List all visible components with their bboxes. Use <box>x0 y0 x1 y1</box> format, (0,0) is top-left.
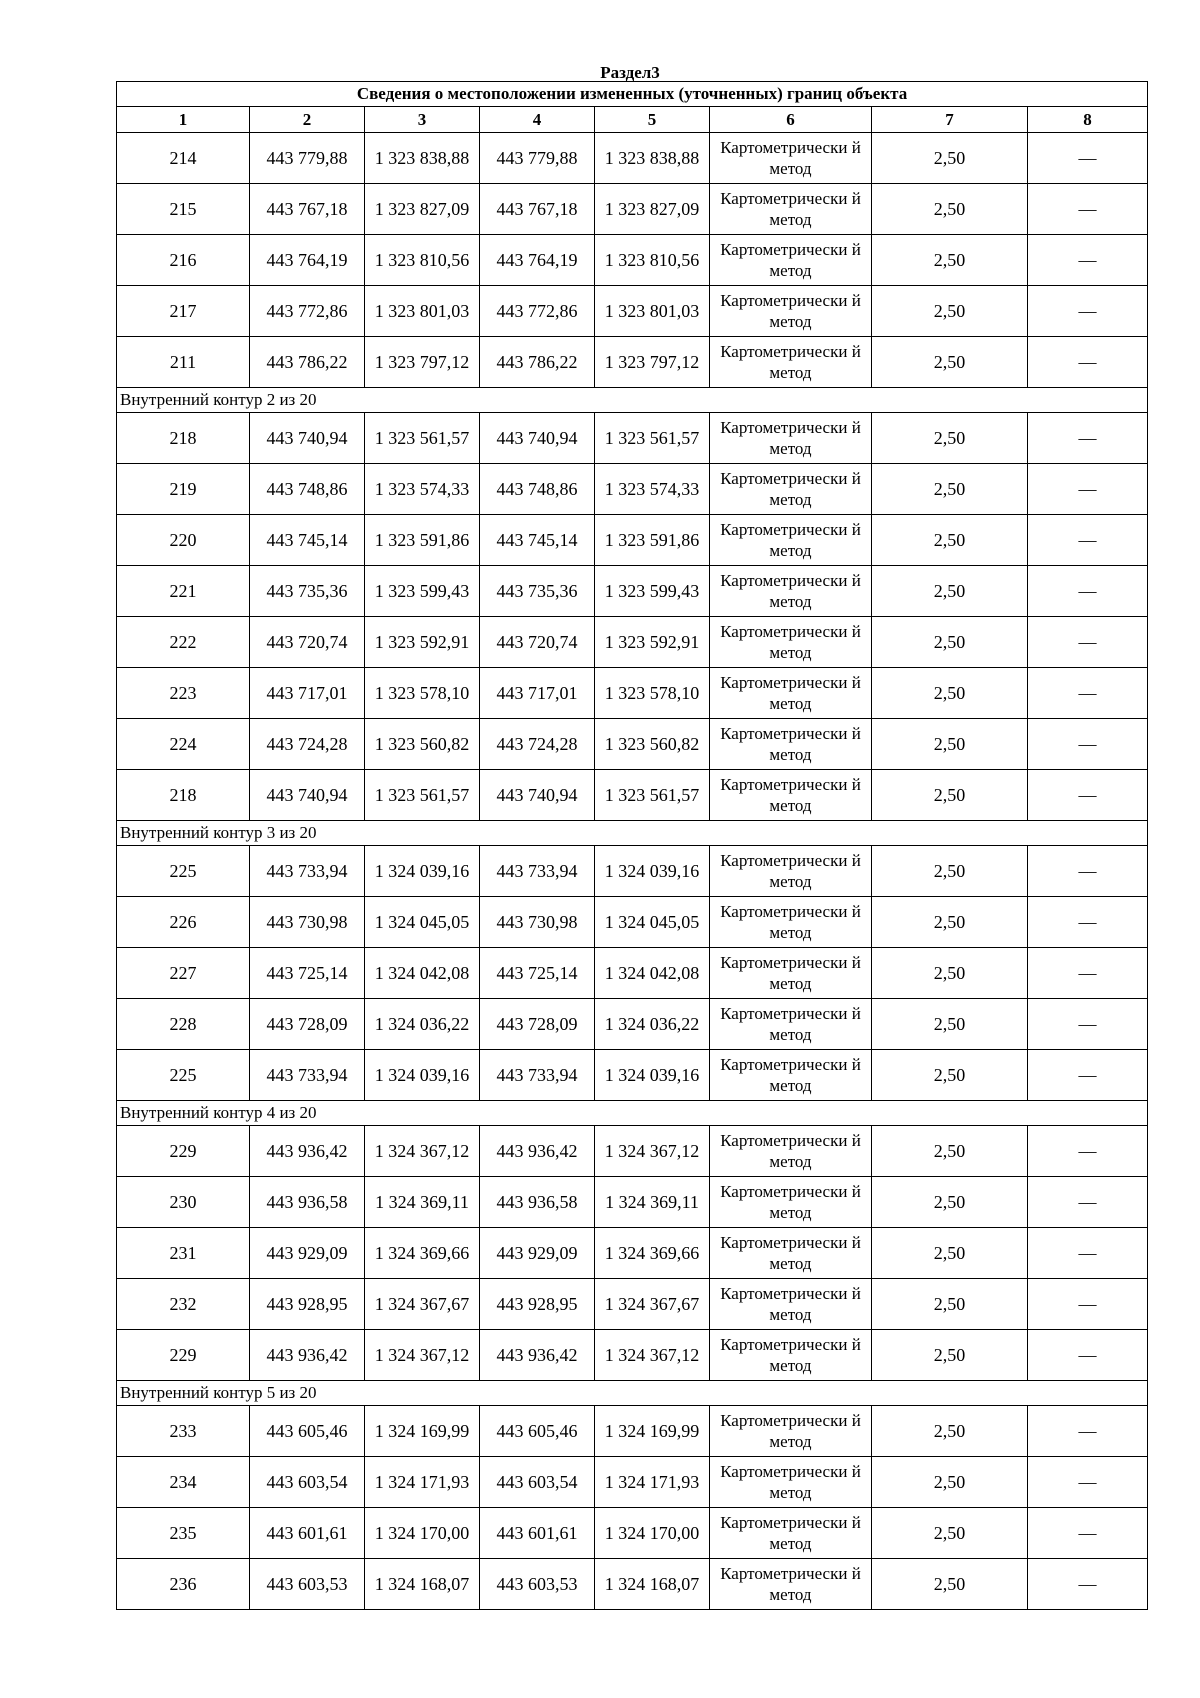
cell-point-number: 229 <box>117 1126 250 1177</box>
cell-y-old: 1 324 036,22 <box>365 999 480 1050</box>
table-row <box>117 668 1148 719</box>
cell-note: — <box>1028 846 1148 897</box>
column-header: 8 <box>1028 107 1148 133</box>
cell-point-number: 215 <box>117 184 250 235</box>
cell-method: Картометрически й метод <box>710 617 872 668</box>
cell-point-number: 222 <box>117 617 250 668</box>
cell-method: Картометрически й метод <box>710 1559 872 1610</box>
cell-y-new: 1 324 367,12 <box>595 1330 710 1381</box>
cell-x-old: 443 728,09 <box>250 999 365 1050</box>
cell-note: — <box>1028 1177 1148 1228</box>
cell-method: Картометрически й метод <box>710 846 872 897</box>
cell-accuracy: 2,50 <box>872 1228 1028 1279</box>
column-number-row <box>117 107 1148 133</box>
cell-x-new: 443 928,95 <box>480 1279 595 1330</box>
table-row <box>117 1508 1148 1559</box>
cell-method: Картометрически й метод <box>710 464 872 515</box>
table-row <box>117 1559 1148 1610</box>
cell-accuracy: 2,50 <box>872 1330 1028 1381</box>
cell-x-old: 443 748,86 <box>250 464 365 515</box>
table-row <box>117 337 1148 388</box>
cell-accuracy: 2,50 <box>872 184 1028 235</box>
cell-note: — <box>1028 133 1148 184</box>
cell-y-old: 1 324 369,66 <box>365 1228 480 1279</box>
table-row <box>117 948 1148 999</box>
table-row <box>117 286 1148 337</box>
cell-y-new: 1 324 045,05 <box>595 897 710 948</box>
cell-accuracy: 2,50 <box>872 1559 1028 1610</box>
column-header: 5 <box>595 107 710 133</box>
cell-x-old: 443 601,61 <box>250 1508 365 1559</box>
boundary-table <box>116 81 1148 1610</box>
cell-y-new: 1 323 827,09 <box>595 184 710 235</box>
cell-y-old: 1 324 369,11 <box>365 1177 480 1228</box>
cell-note: — <box>1028 948 1148 999</box>
cell-y-old: 1 324 169,99 <box>365 1406 480 1457</box>
cell-y-old: 1 324 171,93 <box>365 1457 480 1508</box>
cell-y-old: 1 324 042,08 <box>365 948 480 999</box>
cell-y-old: 1 323 561,57 <box>365 413 480 464</box>
cell-y-old: 1 324 045,05 <box>365 897 480 948</box>
section-title: Раздел3 <box>600 63 660 82</box>
cell-method: Картометрически й метод <box>710 1508 872 1559</box>
cell-x-old: 443 764,19 <box>250 235 365 286</box>
cell-x-old: 443 745,14 <box>250 515 365 566</box>
cell-method: Картометрически й метод <box>710 515 872 566</box>
cell-note: — <box>1028 668 1148 719</box>
cell-y-old: 1 323 574,33 <box>365 464 480 515</box>
cell-point-number: 218 <box>117 770 250 821</box>
cell-y-new: 1 323 574,33 <box>595 464 710 515</box>
contour-section-row <box>117 821 1148 846</box>
cell-y-new: 1 324 039,16 <box>595 1050 710 1101</box>
cell-note: — <box>1028 770 1148 821</box>
cell-accuracy: 2,50 <box>872 770 1028 821</box>
cell-x-old: 443 724,28 <box>250 719 365 770</box>
cell-accuracy: 2,50 <box>872 566 1028 617</box>
table-row <box>117 133 1148 184</box>
contour-section-row <box>117 388 1148 413</box>
cell-accuracy: 2,50 <box>872 413 1028 464</box>
cell-accuracy: 2,50 <box>872 133 1028 184</box>
cell-note: — <box>1028 617 1148 668</box>
cell-accuracy: 2,50 <box>872 617 1028 668</box>
column-header: 1 <box>117 107 250 133</box>
cell-point-number: 225 <box>117 846 250 897</box>
cell-note: — <box>1028 1559 1148 1610</box>
cell-x-new: 443 603,53 <box>480 1559 595 1610</box>
contour-section-row <box>117 1381 1148 1406</box>
table-row <box>117 1457 1148 1508</box>
table-row <box>117 1177 1148 1228</box>
cell-x-old: 443 936,42 <box>250 1126 365 1177</box>
cell-point-number: 227 <box>117 948 250 999</box>
cell-x-old: 443 720,74 <box>250 617 365 668</box>
cell-y-old: 1 324 168,07 <box>365 1559 480 1610</box>
cell-accuracy: 2,50 <box>872 1279 1028 1330</box>
cell-point-number: 234 <box>117 1457 250 1508</box>
cell-y-new: 1 323 591,86 <box>595 515 710 566</box>
cell-x-old: 443 936,42 <box>250 1330 365 1381</box>
column-header: 2 <box>250 107 365 133</box>
cell-x-new: 443 779,88 <box>480 133 595 184</box>
cell-x-old: 443 605,46 <box>250 1406 365 1457</box>
cell-y-old: 1 323 592,91 <box>365 617 480 668</box>
cell-y-old: 1 324 039,16 <box>365 1050 480 1101</box>
cell-y-old: 1 323 797,12 <box>365 337 480 388</box>
table-body <box>117 133 1148 1610</box>
cell-point-number: 232 <box>117 1279 250 1330</box>
cell-y-old: 1 323 827,09 <box>365 184 480 235</box>
cell-accuracy: 2,50 <box>872 719 1028 770</box>
table-row <box>117 413 1148 464</box>
cell-y-new: 1 324 171,93 <box>595 1457 710 1508</box>
table-row <box>117 1330 1148 1381</box>
cell-x-new: 443 724,28 <box>480 719 595 770</box>
cell-x-old: 443 786,22 <box>250 337 365 388</box>
table-row <box>117 999 1148 1050</box>
cell-y-new: 1 323 561,57 <box>595 770 710 821</box>
contour-section-label: Внутренний контур 2 из 20 <box>117 388 1148 413</box>
table-row <box>117 515 1148 566</box>
cell-method: Картометрически й метод <box>710 999 872 1050</box>
cell-accuracy: 2,50 <box>872 286 1028 337</box>
cell-y-new: 1 324 168,07 <box>595 1559 710 1610</box>
cell-x-new: 443 786,22 <box>480 337 595 388</box>
cell-x-new: 443 728,09 <box>480 999 595 1050</box>
cell-accuracy: 2,50 <box>872 1508 1028 1559</box>
cell-method: Картометрически й метод <box>710 668 872 719</box>
table-row <box>117 566 1148 617</box>
cell-x-old: 443 725,14 <box>250 948 365 999</box>
cell-x-old: 443 603,53 <box>250 1559 365 1610</box>
table-row <box>117 1228 1148 1279</box>
cell-note: — <box>1028 1050 1148 1101</box>
cell-note: — <box>1028 286 1148 337</box>
cell-method: Картометрически й метод <box>710 413 872 464</box>
cell-x-new: 443 720,74 <box>480 617 595 668</box>
cell-y-old: 1 323 561,57 <box>365 770 480 821</box>
cell-note: — <box>1028 999 1148 1050</box>
cell-accuracy: 2,50 <box>872 235 1028 286</box>
cell-method: Картометрически й метод <box>710 948 872 999</box>
cell-method: Картометрически й метод <box>710 1457 872 1508</box>
cell-x-new: 443 601,61 <box>480 1508 595 1559</box>
cell-point-number: 225 <box>117 1050 250 1101</box>
cell-y-old: 1 323 838,88 <box>365 133 480 184</box>
cell-x-old: 443 717,01 <box>250 668 365 719</box>
contour-section-label: Внутренний контур 5 из 20 <box>117 1381 1148 1406</box>
cell-y-new: 1 324 367,67 <box>595 1279 710 1330</box>
cell-note: — <box>1028 1279 1148 1330</box>
cell-accuracy: 2,50 <box>872 1457 1028 1508</box>
cell-method: Картометрически й метод <box>710 1330 872 1381</box>
cell-note: — <box>1028 1508 1148 1559</box>
cell-y-new: 1 324 369,66 <box>595 1228 710 1279</box>
cell-accuracy: 2,50 <box>872 1406 1028 1457</box>
cell-x-old: 443 735,36 <box>250 566 365 617</box>
cell-y-new: 1 323 797,12 <box>595 337 710 388</box>
cell-x-new: 443 936,42 <box>480 1330 595 1381</box>
cell-y-old: 1 323 801,03 <box>365 286 480 337</box>
cell-x-new: 443 733,94 <box>480 846 595 897</box>
cell-method: Картометрически й метод <box>710 235 872 286</box>
table-row <box>117 1279 1148 1330</box>
cell-y-old: 1 324 170,00 <box>365 1508 480 1559</box>
contour-section-label: Внутренний контур 4 из 20 <box>117 1101 1148 1126</box>
cell-x-new: 443 725,14 <box>480 948 595 999</box>
cell-x-new: 443 772,86 <box>480 286 595 337</box>
cell-point-number: 218 <box>117 413 250 464</box>
cell-note: — <box>1028 184 1148 235</box>
cell-method: Картометрически й метод <box>710 1050 872 1101</box>
cell-x-old: 443 936,58 <box>250 1177 365 1228</box>
cell-note: — <box>1028 464 1148 515</box>
column-header: 3 <box>365 107 480 133</box>
cell-note: — <box>1028 1228 1148 1279</box>
cell-accuracy: 2,50 <box>872 1177 1028 1228</box>
cell-x-new: 443 745,14 <box>480 515 595 566</box>
contour-section-label: Внутренний контур 3 из 20 <box>117 821 1148 846</box>
cell-x-old: 443 730,98 <box>250 897 365 948</box>
cell-y-new: 1 324 367,12 <box>595 1126 710 1177</box>
cell-x-new: 443 936,42 <box>480 1126 595 1177</box>
table-caption-row <box>117 82 1148 107</box>
cell-y-old: 1 323 599,43 <box>365 566 480 617</box>
cell-y-old: 1 324 367,67 <box>365 1279 480 1330</box>
cell-point-number: 221 <box>117 566 250 617</box>
cell-accuracy: 2,50 <box>872 1126 1028 1177</box>
cell-accuracy: 2,50 <box>872 999 1028 1050</box>
cell-x-new: 443 929,09 <box>480 1228 595 1279</box>
cell-point-number: 216 <box>117 235 250 286</box>
cell-accuracy: 2,50 <box>872 1050 1028 1101</box>
cell-x-old: 443 767,18 <box>250 184 365 235</box>
cell-y-new: 1 323 838,88 <box>595 133 710 184</box>
table-row <box>117 719 1148 770</box>
cell-note: — <box>1028 566 1148 617</box>
cell-y-old: 1 323 578,10 <box>365 668 480 719</box>
contour-section-row <box>117 1101 1148 1126</box>
cell-note: — <box>1028 515 1148 566</box>
cell-y-new: 1 323 801,03 <box>595 286 710 337</box>
cell-accuracy: 2,50 <box>872 948 1028 999</box>
cell-note: — <box>1028 1126 1148 1177</box>
cell-accuracy: 2,50 <box>872 846 1028 897</box>
cell-method: Картометрически й метод <box>710 1406 872 1457</box>
table-row <box>117 184 1148 235</box>
cell-accuracy: 2,50 <box>872 337 1028 388</box>
table-row <box>117 1406 1148 1457</box>
cell-y-old: 1 324 367,12 <box>365 1330 480 1381</box>
cell-y-new: 1 324 170,00 <box>595 1508 710 1559</box>
cell-point-number: 224 <box>117 719 250 770</box>
cell-note: — <box>1028 719 1148 770</box>
cell-method: Картометрически й метод <box>710 897 872 948</box>
column-header: 6 <box>710 107 872 133</box>
cell-x-new: 443 605,46 <box>480 1406 595 1457</box>
table-row <box>117 846 1148 897</box>
cell-method: Картометрически й метод <box>710 133 872 184</box>
table-row <box>117 235 1148 286</box>
cell-y-new: 1 324 042,08 <box>595 948 710 999</box>
cell-x-new: 443 730,98 <box>480 897 595 948</box>
cell-note: — <box>1028 337 1148 388</box>
cell-note: — <box>1028 1330 1148 1381</box>
table-row <box>117 617 1148 668</box>
cell-x-old: 443 740,94 <box>250 770 365 821</box>
cell-note: — <box>1028 1457 1148 1508</box>
cell-note: — <box>1028 413 1148 464</box>
cell-note: — <box>1028 235 1148 286</box>
cell-x-old: 443 929,09 <box>250 1228 365 1279</box>
cell-note: — <box>1028 1406 1148 1457</box>
table-row <box>117 464 1148 515</box>
cell-y-new: 1 323 578,10 <box>595 668 710 719</box>
table-row <box>117 1126 1148 1177</box>
cell-y-new: 1 324 169,99 <box>595 1406 710 1457</box>
cell-y-new: 1 323 599,43 <box>595 566 710 617</box>
cell-accuracy: 2,50 <box>872 897 1028 948</box>
cell-x-new: 443 764,19 <box>480 235 595 286</box>
cell-y-old: 1 323 591,86 <box>365 515 480 566</box>
cell-y-old: 1 323 810,56 <box>365 235 480 286</box>
cell-y-new: 1 323 592,91 <box>595 617 710 668</box>
cell-point-number: 226 <box>117 897 250 948</box>
cell-note: — <box>1028 897 1148 948</box>
cell-y-new: 1 323 561,57 <box>595 413 710 464</box>
cell-method: Картометрически й метод <box>710 1177 872 1228</box>
table-row <box>117 1050 1148 1101</box>
cell-x-old: 443 733,94 <box>250 1050 365 1101</box>
cell-method: Картометрически й метод <box>710 719 872 770</box>
cell-y-new: 1 323 810,56 <box>595 235 710 286</box>
cell-point-number: 223 <box>117 668 250 719</box>
cell-method: Картометрически й метод <box>710 337 872 388</box>
cell-accuracy: 2,50 <box>872 515 1028 566</box>
cell-point-number: 229 <box>117 1330 250 1381</box>
cell-x-old: 443 779,88 <box>250 133 365 184</box>
cell-method: Картометрически й метод <box>710 1228 872 1279</box>
cell-x-new: 443 748,86 <box>480 464 595 515</box>
cell-point-number: 217 <box>117 286 250 337</box>
column-header: 4 <box>480 107 595 133</box>
cell-method: Картометрически й метод <box>710 566 872 617</box>
cell-point-number: 228 <box>117 999 250 1050</box>
cell-method: Картометрически й метод <box>710 184 872 235</box>
cell-x-old: 443 740,94 <box>250 413 365 464</box>
cell-accuracy: 2,50 <box>872 668 1028 719</box>
cell-y-new: 1 323 560,82 <box>595 719 710 770</box>
column-header: 7 <box>872 107 1028 133</box>
cell-point-number: 220 <box>117 515 250 566</box>
cell-y-new: 1 324 039,16 <box>595 846 710 897</box>
cell-method: Картометрически й метод <box>710 1126 872 1177</box>
cell-y-old: 1 324 367,12 <box>365 1126 480 1177</box>
cell-accuracy: 2,50 <box>872 464 1028 515</box>
cell-method: Картометрически й метод <box>710 770 872 821</box>
cell-point-number: 231 <box>117 1228 250 1279</box>
cell-x-new: 443 936,58 <box>480 1177 595 1228</box>
cell-point-number: 219 <box>117 464 250 515</box>
cell-point-number: 233 <box>117 1406 250 1457</box>
cell-method: Картометрически й метод <box>710 1279 872 1330</box>
cell-x-old: 443 603,54 <box>250 1457 365 1508</box>
table-row <box>117 770 1148 821</box>
table-row <box>117 897 1148 948</box>
cell-x-new: 443 735,36 <box>480 566 595 617</box>
cell-y-old: 1 324 039,16 <box>365 846 480 897</box>
cell-x-new: 443 740,94 <box>480 413 595 464</box>
cell-x-new: 443 767,18 <box>480 184 595 235</box>
cell-x-new: 443 717,01 <box>480 668 595 719</box>
cell-x-old: 443 772,86 <box>250 286 365 337</box>
cell-method: Картометрически й метод <box>710 286 872 337</box>
cell-y-new: 1 324 369,11 <box>595 1177 710 1228</box>
cell-x-old: 443 733,94 <box>250 846 365 897</box>
cell-x-old: 443 928,95 <box>250 1279 365 1330</box>
cell-y-old: 1 323 560,82 <box>365 719 480 770</box>
cell-point-number: 230 <box>117 1177 250 1228</box>
cell-point-number: 214 <box>117 133 250 184</box>
cell-x-new: 443 740,94 <box>480 770 595 821</box>
cell-point-number: 211 <box>117 337 250 388</box>
table-caption: Сведения о местоположении измененных (уточненных) границ объекта <box>117 82 1148 107</box>
cell-x-new: 443 733,94 <box>480 1050 595 1101</box>
cell-y-new: 1 324 036,22 <box>595 999 710 1050</box>
cell-x-new: 443 603,54 <box>480 1457 595 1508</box>
cell-point-number: 236 <box>117 1559 250 1610</box>
cell-point-number: 235 <box>117 1508 250 1559</box>
